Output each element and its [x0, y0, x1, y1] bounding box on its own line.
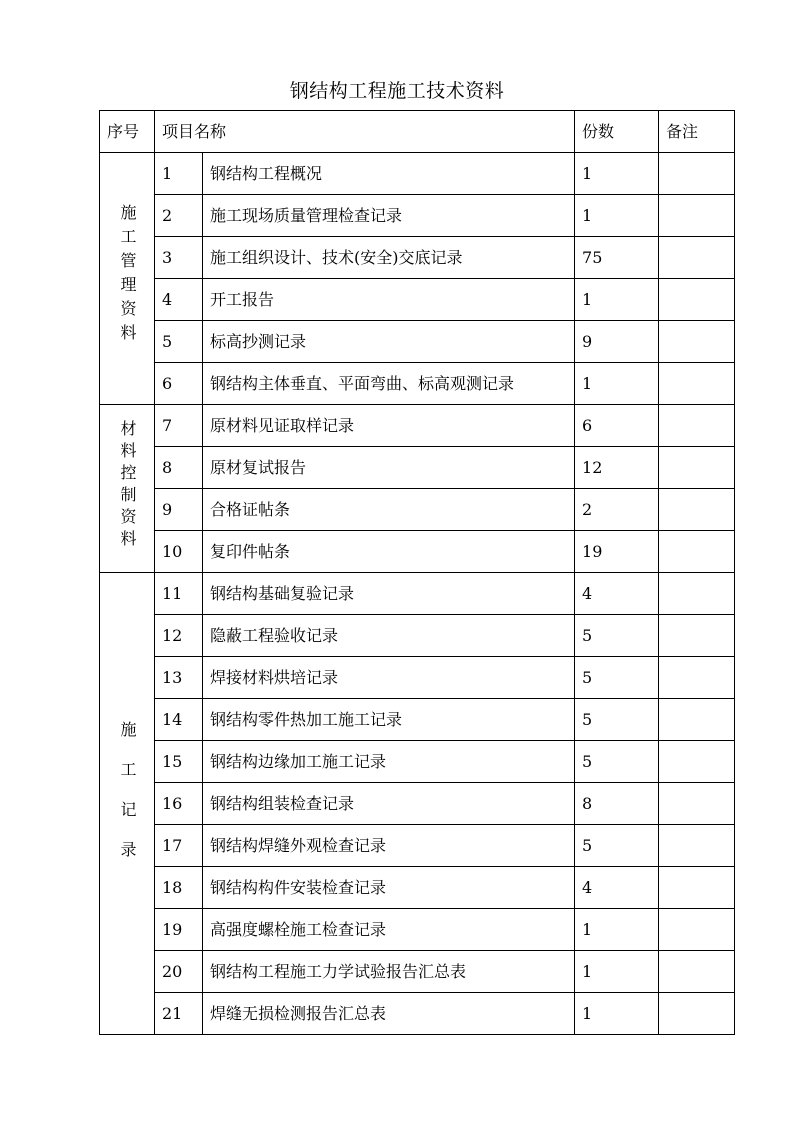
item-copies: 9 [575, 321, 659, 363]
item-name: 复印件帖条 [203, 531, 575, 573]
item-copies: 1 [575, 195, 659, 237]
item-copies: 5 [575, 699, 659, 741]
table-row [100, 741, 735, 783]
item-copies: 12 [575, 447, 659, 489]
item-remarks [659, 153, 735, 195]
item-remarks [659, 237, 735, 279]
item-copies: 19 [575, 531, 659, 573]
header-copies: 份数 [575, 111, 659, 153]
header-remarks: 备注 [659, 111, 735, 153]
table-row [100, 951, 735, 993]
item-copies: 1 [575, 153, 659, 195]
item-copies: 4 [575, 573, 659, 615]
item-name: 开工报告 [203, 279, 575, 321]
item-name: 钢结构工程施工力学试验报告汇总表 [203, 951, 575, 993]
item-number: 21 [155, 993, 203, 1035]
materials-table [99, 110, 735, 1035]
category-label: 施工管理资料 [118, 204, 137, 348]
item-copies: 5 [575, 657, 659, 699]
item-name: 钢结构焊缝外观检查记录 [203, 825, 575, 867]
item-remarks [659, 405, 735, 447]
table-row [100, 657, 735, 699]
item-name: 钢结构构件安装检查记录 [203, 867, 575, 909]
item-remarks [659, 951, 735, 993]
item-remarks [659, 615, 735, 657]
item-name: 施工组织设计、技术(安全)交底记录 [203, 237, 575, 279]
item-name: 焊接材料烘培记录 [203, 657, 575, 699]
item-remarks [659, 741, 735, 783]
category-label: 施工记录 [118, 721, 137, 881]
item-number: 12 [155, 615, 203, 657]
table-row [100, 867, 735, 909]
item-number: 10 [155, 531, 203, 573]
item-name: 钢结构基础复验记录 [203, 573, 575, 615]
item-number: 14 [155, 699, 203, 741]
item-number: 17 [155, 825, 203, 867]
item-name: 施工现场质量管理检查记录 [203, 195, 575, 237]
item-number: 8 [155, 447, 203, 489]
item-copies: 1 [575, 279, 659, 321]
table-row [100, 573, 735, 615]
item-remarks [659, 195, 735, 237]
item-number: 13 [155, 657, 203, 699]
item-number: 11 [155, 573, 203, 615]
item-copies: 1 [575, 363, 659, 405]
item-copies: 5 [575, 741, 659, 783]
table-row [100, 783, 735, 825]
item-copies: 8 [575, 783, 659, 825]
item-remarks [659, 657, 735, 699]
table-row [100, 615, 735, 657]
table-row [100, 993, 735, 1035]
item-number: 16 [155, 783, 203, 825]
document-title: 钢结构工程施工技术资料 [289, 80, 505, 102]
item-copies: 5 [575, 615, 659, 657]
item-copies: 1 [575, 951, 659, 993]
item-copies: 1 [575, 993, 659, 1035]
item-name: 钢结构工程概况 [203, 153, 575, 195]
item-remarks [659, 489, 735, 531]
header-name: 项目名称 [155, 111, 575, 153]
item-name: 高强度螺栓施工检查记录 [203, 909, 575, 951]
table-row [100, 153, 735, 195]
item-number: 4 [155, 279, 203, 321]
item-number: 9 [155, 489, 203, 531]
table-row [100, 405, 735, 447]
category-cell [100, 573, 155, 1035]
item-remarks [659, 993, 735, 1035]
item-remarks [659, 279, 735, 321]
item-name: 隐蔽工程验收记录 [203, 615, 575, 657]
item-remarks [659, 531, 735, 573]
item-number: 15 [155, 741, 203, 783]
category-cell [100, 153, 155, 405]
category-label: 材料控制资料 [118, 420, 137, 552]
item-remarks [659, 447, 735, 489]
category-cell [100, 405, 155, 573]
item-number: 1 [155, 153, 203, 195]
item-remarks [659, 573, 735, 615]
item-name: 标高抄测记录 [203, 321, 575, 363]
table-header-row [100, 111, 735, 153]
item-number: 18 [155, 867, 203, 909]
item-remarks [659, 783, 735, 825]
item-remarks [659, 363, 735, 405]
item-copies: 2 [575, 489, 659, 531]
item-copies: 5 [575, 825, 659, 867]
item-number: 5 [155, 321, 203, 363]
item-name: 原材复试报告 [203, 447, 575, 489]
item-number: 2 [155, 195, 203, 237]
item-remarks [659, 867, 735, 909]
item-remarks [659, 825, 735, 867]
item-remarks [659, 321, 735, 363]
item-copies: 6 [575, 405, 659, 447]
item-number: 6 [155, 363, 203, 405]
table-row [100, 237, 735, 279]
item-copies: 1 [575, 909, 659, 951]
table-row [100, 279, 735, 321]
item-name: 钢结构主体垂直、平面弯曲、标高观测记录 [203, 363, 575, 405]
table-row [100, 909, 735, 951]
item-name: 焊缝无损检测报告汇总表 [203, 993, 575, 1035]
item-number: 7 [155, 405, 203, 447]
item-remarks [659, 909, 735, 951]
table-row [100, 321, 735, 363]
item-name: 钢结构边缘加工施工记录 [203, 741, 575, 783]
header-seq: 序号 [100, 111, 155, 153]
item-copies: 75 [575, 237, 659, 279]
table-row [100, 531, 735, 573]
item-number: 19 [155, 909, 203, 951]
item-copies: 4 [575, 867, 659, 909]
item-number: 3 [155, 237, 203, 279]
table-row [100, 363, 735, 405]
item-name: 原材料见证取样记录 [203, 405, 575, 447]
table-row [100, 489, 735, 531]
item-number: 20 [155, 951, 203, 993]
table-row [100, 699, 735, 741]
table-row [100, 825, 735, 867]
item-remarks [659, 699, 735, 741]
item-name: 合格证帖条 [203, 489, 575, 531]
item-name: 钢结构组装检查记录 [203, 783, 575, 825]
table-row [100, 195, 735, 237]
item-name: 钢结构零件热加工施工记录 [203, 699, 575, 741]
table-row [100, 447, 735, 489]
